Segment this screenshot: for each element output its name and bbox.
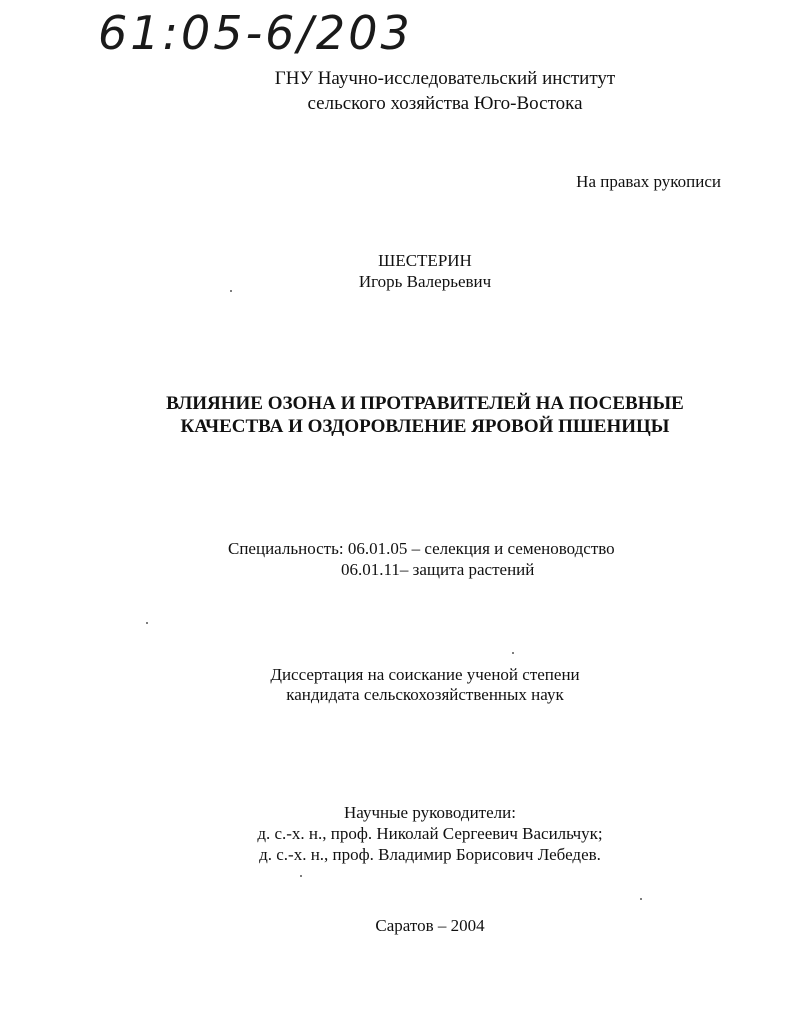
author-surname: ШЕСТЕРИН — [378, 251, 472, 270]
supervisors-block — [220, 802, 640, 865]
institution-line-1: ГНУ Научно-исследовательский институт — [274, 68, 616, 89]
city-year: Саратов – 2004 — [375, 916, 485, 935]
scan-speck — [512, 652, 514, 654]
title-line-1: ВЛИЯНИЕ ОЗОНА И ПРОТРАВИТЕЛЕЙ НА ПОСЕВНЫЕ — [166, 393, 684, 414]
supervisors-heading: Научные руководители: — [344, 803, 516, 822]
scan-speck — [230, 290, 232, 292]
specialty-line-1: Специальность: 06.01.05 – селекция и семеноводство — [228, 539, 615, 558]
scan-speck — [640, 898, 642, 900]
supervisor-first: д. с.-х. н., проф. Николай Сергеевич Васильчук; — [257, 824, 603, 843]
institution-name — [240, 66, 650, 116]
supervisor-second: д. с.-х. н., проф. Владимир Борисович Лебедев. — [259, 845, 601, 864]
specialty-line-2: 06.01.11– защита растений — [341, 560, 535, 579]
rights-note: На правах рукописи — [576, 172, 721, 191]
degree-line-2: кандидата сельскохозяйственных наук — [286, 685, 564, 704]
dissertation-title — [110, 392, 740, 438]
title-line-2: КАЧЕСТВА И ОЗДОРОВЛЕНИЕ ЯРОВОЙ ПШЕНИЦЫ — [180, 416, 670, 437]
scan-speck — [300, 875, 302, 877]
institution-line-2: сельского хозяйства Юго-Востока — [307, 93, 583, 114]
handwritten-catalog-code: 61:05-6/203 — [98, 6, 413, 60]
degree-line-1: Диссертация на соискание ученой степени — [270, 665, 580, 684]
author-block — [300, 250, 550, 292]
author-name: Игорь Валерьевич — [358, 272, 492, 291]
specialty-block — [228, 538, 615, 580]
degree-block — [250, 665, 600, 705]
scan-speck — [146, 622, 148, 624]
